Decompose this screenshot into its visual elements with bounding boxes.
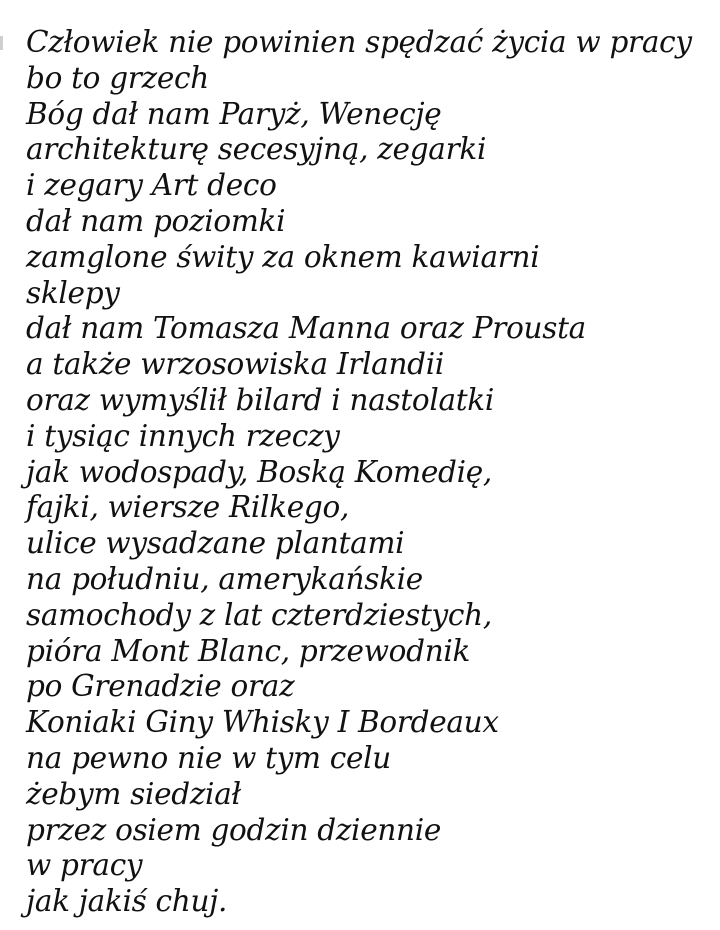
poem-line: bo to grzech: [26, 60, 209, 95]
poem-line: Człowiek nie powinien spędzać życia w pracy: [26, 25, 692, 59]
poem-line: jak wodospady, Boską Komedię,: [26, 454, 492, 489]
poem-line: zamglone świty za oknem kawiarni: [26, 239, 540, 274]
poem-line: żebym siedział: [26, 776, 241, 811]
poem-line: Bóg dał nam Paryż, Wenecję: [26, 96, 442, 131]
poem-line: przez osiem godzin dziennie: [26, 812, 442, 847]
poem-line: jak jakiś chuj.: [26, 884, 228, 919]
poem-line: i zegary Art deco: [26, 168, 277, 203]
poem-line: architekturę secesyjną, zegarki: [26, 132, 487, 167]
poem-line: po Grenadzie oraz: [26, 669, 295, 704]
poem-line: oraz wymyślił bilard i nastolatki: [26, 382, 495, 417]
poem-line: a także wrzosowiska Irlandii: [26, 347, 445, 382]
poem-line: sklepy: [26, 275, 120, 310]
poem-line: i tysiąc innych rzeczy: [26, 418, 340, 453]
poem-line: pióra Mont Blanc, przewodnik: [26, 633, 471, 668]
poem-line: ulice wysadzane plantami: [26, 526, 405, 561]
poem-line: na pewno nie w tym celu: [26, 740, 391, 775]
poem-line: fajki, wiersze Rilkego,: [26, 490, 350, 525]
poem-line: dał nam poziomki: [26, 203, 286, 238]
poem-line: w pracy: [26, 848, 143, 883]
left-edge-mark: [0, 36, 3, 50]
poem-line: samochody z lat czterdziestych,: [26, 597, 492, 632]
poem-line: Koniaki Giny Whisky I Bordeaux: [26, 705, 499, 740]
poem-line: dał nam Tomasza Manna oraz Prousta: [26, 311, 586, 346]
poem-text: [26, 25, 692, 920]
poem-line: na południu, amerykańskie: [26, 561, 423, 596]
